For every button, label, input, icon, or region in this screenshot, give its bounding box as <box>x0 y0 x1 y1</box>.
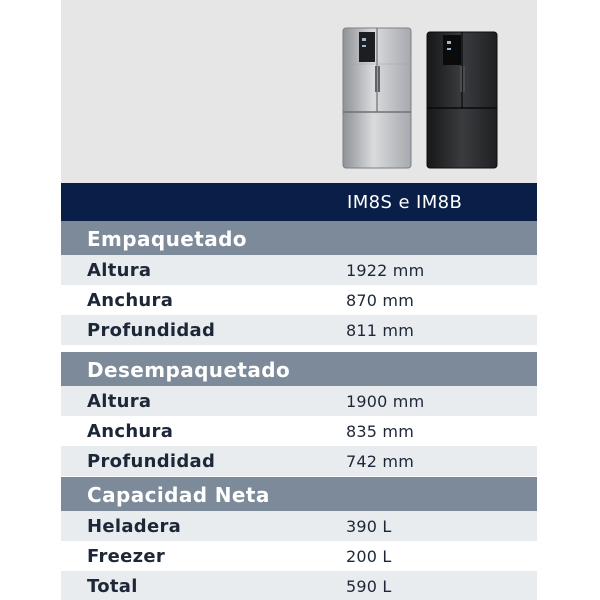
row-label: Heladera <box>87 516 182 537</box>
section-title: Empaquetado <box>87 227 247 251</box>
row-value: 590 L <box>346 577 392 596</box>
row-label: Total <box>87 576 138 597</box>
table-row <box>61 446 537 476</box>
row-value: 200 L <box>346 547 392 566</box>
row-label: Anchura <box>87 421 174 442</box>
row-label: Altura <box>87 391 152 412</box>
table-row <box>61 315 537 345</box>
black-fridge <box>427 32 497 168</box>
refrigerators-image <box>339 26 503 172</box>
model-name: IM8S e IM8B <box>347 192 463 213</box>
section-header-desempaquetado <box>61 352 537 386</box>
row-value: 742 mm <box>346 452 414 471</box>
row-value: 1900 mm <box>346 392 425 411</box>
table-row <box>61 285 537 315</box>
row-label: Profundidad <box>87 320 216 341</box>
row-label: Profundidad <box>87 451 216 472</box>
table-row <box>61 571 537 600</box>
section-title: Capacidad Neta <box>87 483 270 507</box>
model-header <box>61 183 537 221</box>
table-row <box>61 541 537 571</box>
table-row <box>61 416 537 446</box>
section-header-empaquetado <box>61 221 537 255</box>
stainless-fridge <box>343 28 411 168</box>
spec-card <box>61 0 537 600</box>
product-image-area <box>61 0 537 183</box>
row-value: 811 mm <box>346 321 414 340</box>
row-value: 1922 mm <box>346 261 425 280</box>
row-value: 835 mm <box>346 422 414 441</box>
table-row <box>61 511 537 541</box>
row-label: Anchura <box>87 290 174 311</box>
table-row <box>61 386 537 416</box>
row-label: Freezer <box>87 546 166 567</box>
section-title: Desempaquetado <box>87 358 291 382</box>
row-label: Altura <box>87 260 152 281</box>
section-header-capacidad-neta <box>61 477 537 511</box>
table-row <box>61 255 537 285</box>
row-value: 870 mm <box>346 291 414 310</box>
row-value: 390 L <box>346 517 392 536</box>
